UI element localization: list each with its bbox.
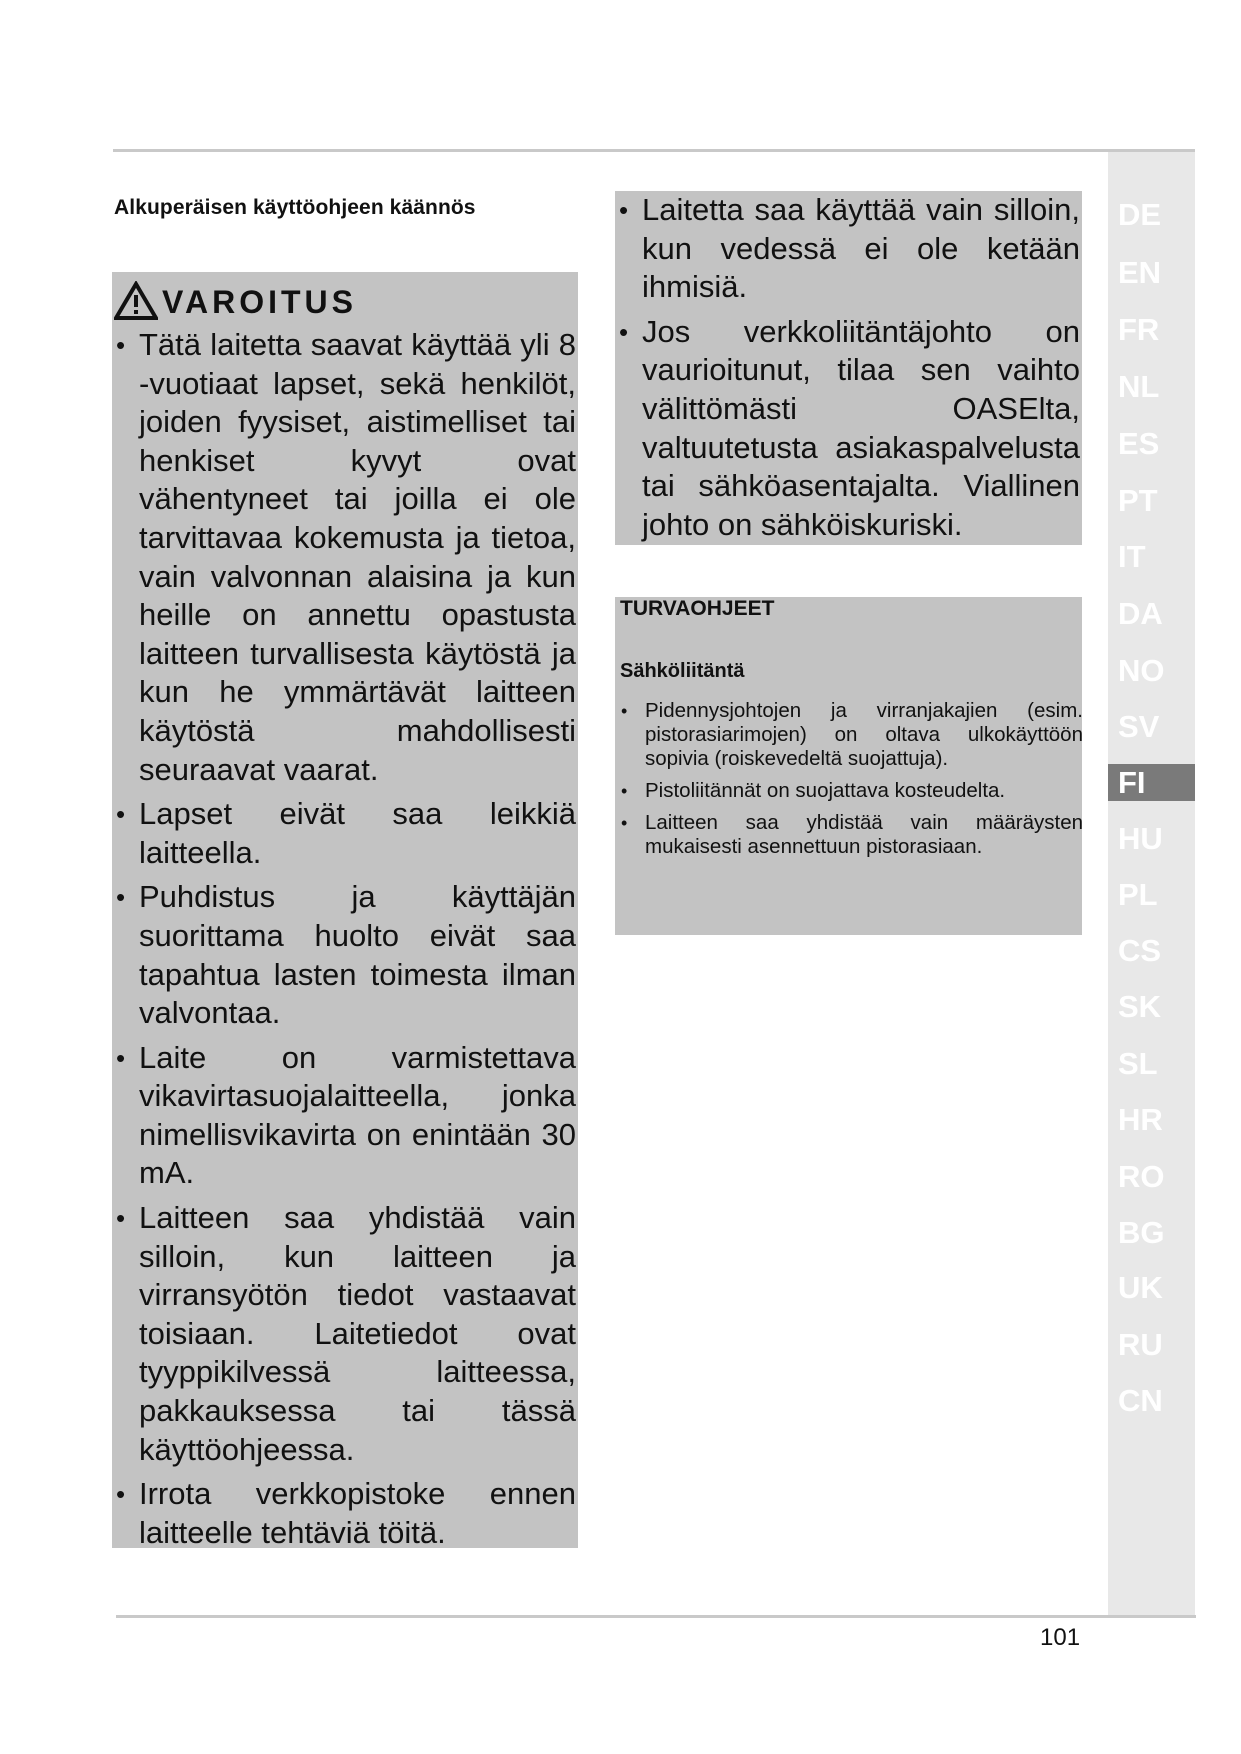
language-tab-no[interactable]: NO [1118, 653, 1165, 688]
warning-item [112, 1199, 576, 1469]
warning-item [112, 795, 576, 872]
bottom-rule [116, 1615, 1196, 1618]
language-tab-pt[interactable]: PT [1118, 483, 1158, 518]
bullet-icon: • [116, 799, 126, 830]
language-sidebar [1108, 152, 1195, 1615]
bullet-icon: • [621, 781, 628, 801]
bullet-icon: • [621, 813, 628, 833]
warning-item [615, 313, 1080, 545]
safety-box [615, 597, 1082, 935]
safety-item-text: Pistoliitännät on suojattava kosteudelta. [645, 779, 1006, 802]
language-tab-da[interactable]: DA [1118, 596, 1163, 631]
safety-item [615, 811, 1083, 859]
warning-item [112, 1475, 576, 1552]
bullet-icon: • [619, 195, 629, 225]
page-number: 101 [1040, 1624, 1081, 1651]
warning-header [114, 272, 357, 321]
warning-continued-list [615, 191, 1080, 550]
warning-item [112, 1039, 576, 1193]
warning-item [615, 191, 1080, 307]
section-title: Sähköliitäntä [620, 660, 745, 682]
warning-list [112, 326, 576, 1558]
language-tab-hr[interactable]: HR [1118, 1102, 1163, 1137]
language-tab-hu[interactable]: HU [1118, 821, 1163, 856]
warning-item-text: Lapset eivät saa leikkiä laitteella. [139, 796, 576, 870]
language-tab-nl[interactable]: NL [1118, 369, 1160, 404]
language-tab-de[interactable]: DE [1118, 197, 1162, 232]
language-tab-bg[interactable]: BG [1118, 1215, 1165, 1250]
warning-item-text: Laitteen saa yhdistää vain silloin, kun laitteen ja virransyötön tiedot vastaavat toisiaan. Laitetiedot ovat tyyppikilvessä laitteessa, pakkauksessa tai tässä käyttöohjeessa. [139, 1200, 576, 1467]
safety-list [615, 699, 1083, 867]
bullet-icon: • [619, 316, 629, 347]
language-tab-fr[interactable]: FR [1118, 312, 1160, 347]
safety-item [615, 779, 1083, 803]
warning-item-text: Laitetta saa käyttää vain silloin, kun vedessä ei ole ketään ihmisiä. [642, 192, 1080, 305]
language-tab-cn[interactable]: CN [1118, 1383, 1163, 1418]
warning-item-text: Irrota verkkopistoke ennen laitteelle tehtäviä töitä. [139, 1476, 576, 1550]
bullet-icon: • [116, 1479, 126, 1510]
warning-triangle-icon [114, 281, 158, 321]
bullet-icon: • [116, 882, 126, 913]
warning-title: VAROITUS [162, 284, 357, 320]
warning-item-text: Puhdistus ja käyttäjän suorittama huolto eivät saa tapahtua lasten toimesta ilman valvontaa. [139, 879, 576, 1031]
warning-item-text: Tätä laitetta saavat käyttää yli 8 -vuotiaat lapset, sekä henkilöt, joiden fyysiset, aistimelliset tai henkiset kyvyt ovat vähentyneet tai joilla ei ole tarvittavaa kokemusta ja tietoa, vain valvonnan alaisina ja kun heille on annettu opastusta laitteen turvallisesta käytöstä ja kun he ymmärtävät laitteen käytöstä mahdollisesti seuraavat vaarat. [139, 327, 576, 787]
language-tab-fi[interactable]: FI [1108, 764, 1195, 801]
safety-item-text: Laitteen saa yhdistää vain määräysten mukaisesti asennettuun pistorasiaan. [645, 811, 1083, 858]
language-tab-sl[interactable]: SL [1118, 1046, 1158, 1081]
language-tab-ru[interactable]: RU [1118, 1327, 1163, 1362]
bullet-icon: • [116, 1042, 126, 1073]
top-rule [113, 149, 1195, 152]
language-tab-sk[interactable]: SK [1118, 989, 1162, 1024]
warning-item-text: Laite on varmistettava vikavirtasuojalaitteella, jonka nimellisvikavirta on enintään 30 mA. [139, 1039, 576, 1191]
bullet-icon: • [621, 701, 628, 721]
bullet-icon: • [116, 330, 126, 360]
language-tab-sv[interactable]: SV [1118, 709, 1160, 744]
document-title: Alkuperäisen käyttöohjeen käännös [114, 196, 476, 219]
bullet-icon: • [116, 1203, 126, 1234]
warning-box [112, 272, 578, 1548]
warning-continued-box [615, 191, 1082, 545]
language-tab-uk[interactable]: UK [1118, 1270, 1163, 1305]
language-tab-es[interactable]: ES [1118, 426, 1160, 461]
language-tab-it[interactable]: IT [1118, 539, 1146, 574]
language-tab-pl[interactable]: PL [1118, 877, 1158, 912]
warning-item-text: Jos verkkoliitäntäjohto on vaurioitunut, tilaa sen vaihto välittömästi OASElta, valtuutetusta asiakaspalvelusta tai sähköasentajalta. Viallinen johto on sähköiskuriski. [642, 313, 1080, 542]
language-tab-cs[interactable]: CS [1118, 933, 1162, 968]
safety-item [615, 699, 1083, 771]
warning-item [112, 326, 576, 789]
safety-title: TURVAOHJEET [620, 597, 775, 620]
language-tab-ro[interactable]: RO [1118, 1159, 1165, 1194]
warning-item [112, 878, 576, 1032]
language-tab-en[interactable]: EN [1118, 255, 1162, 290]
safety-item-text: Pidennysjohtojen ja virranjakajien (esim. pistorasiarimojen) on oltava ulkokäyttöön sopivia (roiskevedeltä suojattuja). [645, 699, 1083, 770]
